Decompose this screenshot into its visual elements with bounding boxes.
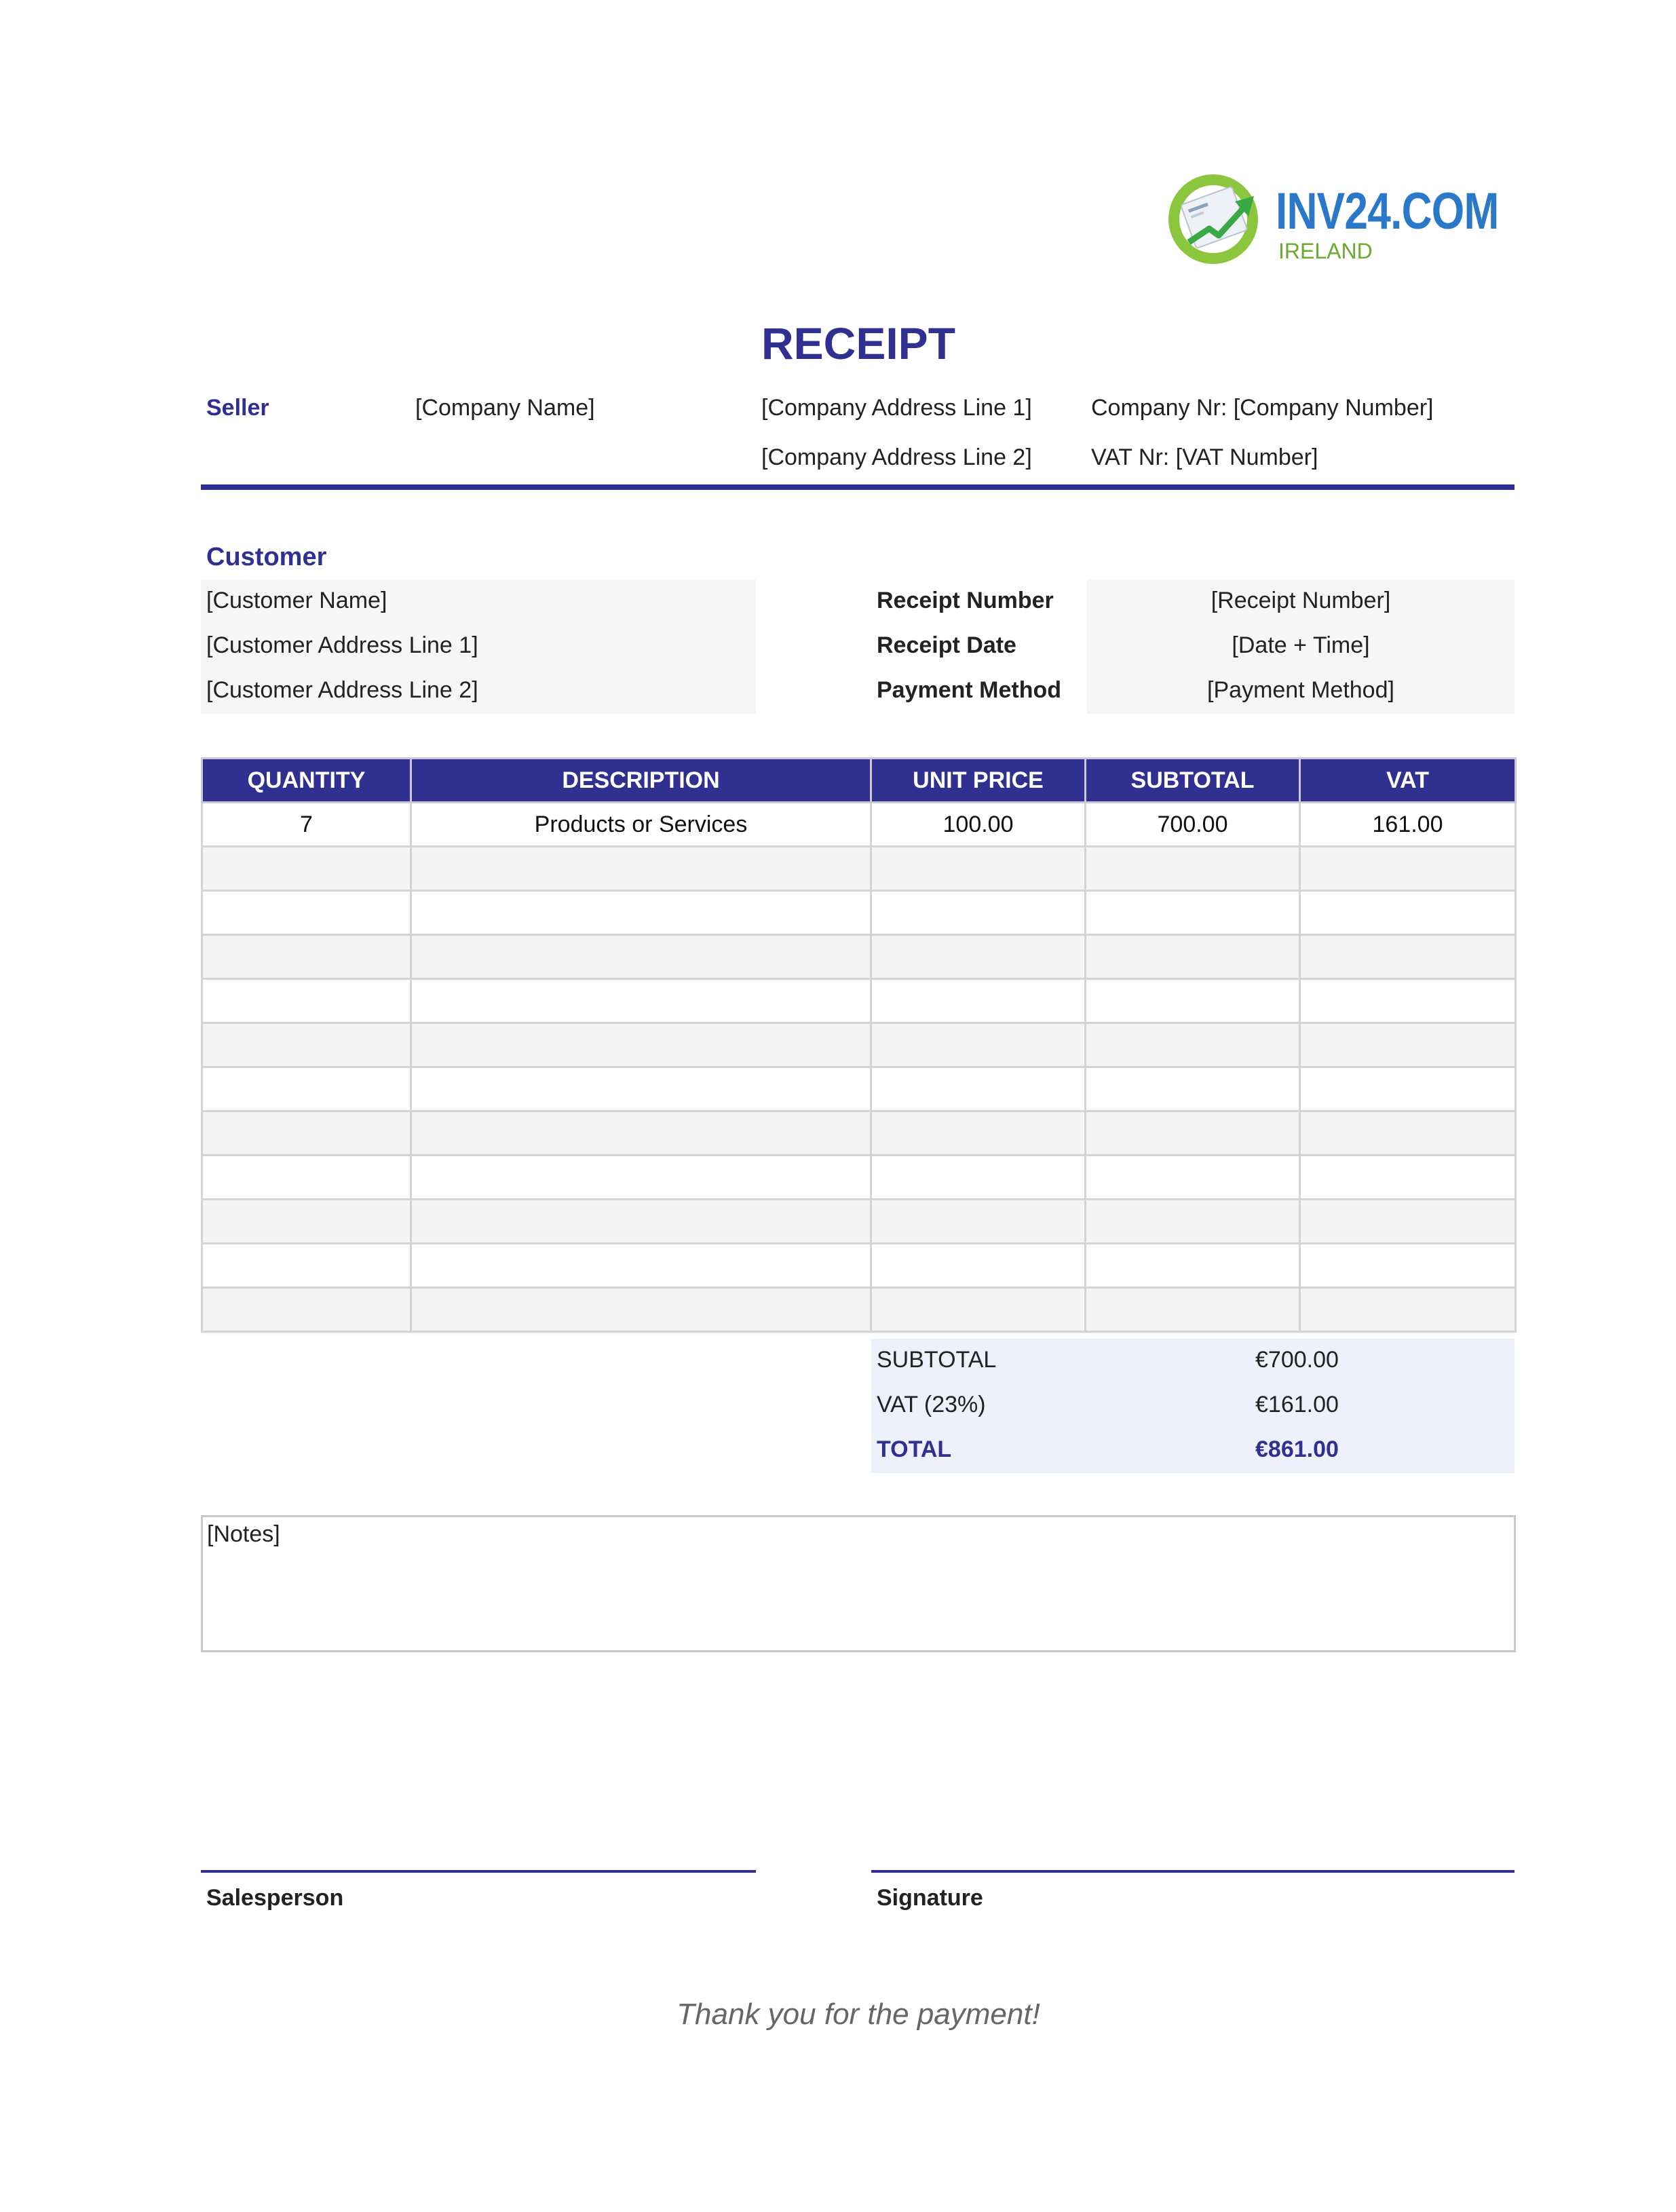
table-cell — [871, 1067, 1086, 1111]
table-cell — [871, 1288, 1086, 1332]
col-description-header: DESCRIPTION — [411, 759, 871, 803]
customer-address-line1: [Customer Address Line 1] — [206, 632, 478, 658]
totals-box — [871, 1339, 1515, 1473]
table-cell — [1086, 1156, 1300, 1200]
table-cell — [1300, 1288, 1516, 1332]
table-row — [202, 1288, 1516, 1332]
table-row — [202, 1244, 1516, 1288]
vat-label: VAT (23%) — [877, 1392, 986, 1417]
cell-description: Products or Services — [411, 803, 871, 847]
cell-quantity: 7 — [202, 803, 411, 847]
col-unit-price-header: UNIT PRICE — [871, 759, 1086, 803]
notes-text: [Notes] — [207, 1521, 280, 1547]
table-cell — [411, 1111, 871, 1156]
table-cell — [202, 1156, 411, 1200]
table-cell — [202, 1111, 411, 1156]
seller-company-number: Company Nr: [Company Number] — [1091, 395, 1434, 421]
header-divider — [201, 484, 1515, 490]
table-cell — [202, 1200, 411, 1244]
table-cell — [1300, 1067, 1516, 1111]
table-cell — [1300, 1111, 1516, 1156]
table-cell — [1300, 891, 1516, 935]
total-label: TOTAL — [877, 1436, 952, 1462]
table-row — [202, 1023, 1516, 1067]
customer-label: Customer — [206, 543, 327, 571]
page-title: RECEIPT — [761, 318, 956, 368]
customer-address-line2: [Customer Address Line 2] — [206, 677, 478, 703]
payment-method-label: Payment Method — [877, 677, 1062, 703]
table-cell — [1086, 1023, 1300, 1067]
table-cell — [871, 847, 1086, 891]
customer-name: [Customer Name] — [206, 588, 387, 613]
table-cell — [411, 935, 871, 979]
table-row — [202, 1200, 1516, 1244]
table-cell — [411, 1200, 871, 1244]
table-cell — [1300, 847, 1516, 891]
table-cell — [871, 1244, 1086, 1288]
table-cell — [1300, 935, 1516, 979]
cell-unit-price: 100.00 — [871, 803, 1086, 847]
table-cell — [411, 1067, 871, 1111]
table-cell — [1086, 891, 1300, 935]
subtotal-value: €700.00 — [1255, 1347, 1339, 1373]
table-cell — [411, 891, 871, 935]
table-cell — [1300, 1156, 1516, 1200]
table-cell — [202, 1067, 411, 1111]
logo-text: INV24.COM — [1276, 183, 1499, 240]
items-table — [201, 757, 1517, 1333]
col-quantity-header: QUANTITY — [202, 759, 411, 803]
table-cell — [871, 1111, 1086, 1156]
table-cell — [1086, 935, 1300, 979]
table-row — [202, 1111, 1516, 1156]
cell-vat: 161.00 — [1300, 803, 1516, 847]
table-cell — [411, 1288, 871, 1332]
vat-value: €161.00 — [1255, 1392, 1339, 1417]
table-cell — [411, 847, 871, 891]
seller-address-line1: [Company Address Line 1] — [761, 395, 1032, 421]
table-row — [202, 1067, 1516, 1111]
table-row — [202, 847, 1516, 891]
cell-subtotal: 700.00 — [1086, 803, 1300, 847]
col-subtotal-header: SUBTOTAL — [1086, 759, 1300, 803]
seller-label: Seller — [206, 395, 269, 421]
signature-line — [871, 1870, 1515, 1873]
table-cell — [871, 1200, 1086, 1244]
table-cell — [411, 1023, 871, 1067]
table-cell — [871, 935, 1086, 979]
total-value: €861.00 — [1255, 1436, 1339, 1462]
payment-method-value: [Payment Method] — [1207, 677, 1394, 703]
receipt-number-label: Receipt Number — [877, 588, 1054, 613]
table-cell — [411, 1244, 871, 1288]
seller-address-line2: [Company Address Line 2] — [761, 444, 1032, 470]
table-cell — [1300, 1200, 1516, 1244]
table-row — [202, 979, 1516, 1023]
table-cell — [871, 1023, 1086, 1067]
table-cell — [871, 979, 1086, 1023]
table-cell — [202, 891, 411, 935]
thank-you-message: Thank you for the payment! — [677, 1998, 1040, 2031]
table-row — [202, 935, 1516, 979]
table-cell — [1300, 1023, 1516, 1067]
customer-box — [201, 579, 756, 714]
table-cell — [1300, 979, 1516, 1023]
table-cell — [1086, 1244, 1300, 1288]
table-cell — [202, 1023, 411, 1067]
table-row — [202, 1156, 1516, 1200]
table-cell — [202, 1288, 411, 1332]
seller-company-name: [Company Name] — [415, 395, 595, 421]
table-cell — [871, 1156, 1086, 1200]
table-cell — [202, 1244, 411, 1288]
salesperson-label: Salesperson — [206, 1885, 344, 1911]
table-cell — [202, 935, 411, 979]
table-cell — [871, 891, 1086, 935]
notes-field[interactable] — [201, 1515, 1516, 1652]
table-cell — [202, 847, 411, 891]
table-cell — [1086, 1288, 1300, 1332]
receipt-number-value: [Receipt Number] — [1211, 588, 1391, 613]
salesperson-signature-line — [201, 1870, 756, 1873]
table-cell — [1086, 1111, 1300, 1156]
table-cell — [1086, 847, 1300, 891]
signature-label: Signature — [877, 1885, 983, 1911]
table-cell — [202, 979, 411, 1023]
logo-subtext: IRELAND — [1278, 239, 1373, 263]
table-row — [202, 891, 1516, 935]
table-cell — [1086, 979, 1300, 1023]
table-row — [202, 803, 1516, 847]
receipt-date-label: Receipt Date — [877, 632, 1016, 658]
table-cell — [1300, 1244, 1516, 1288]
table-cell — [1086, 1067, 1300, 1111]
seller-vat-number: VAT Nr: [VAT Number] — [1091, 444, 1318, 470]
table-cell — [411, 979, 871, 1023]
table-cell — [411, 1156, 871, 1200]
receipt-info-box — [1087, 579, 1515, 714]
table-header-row — [202, 759, 1516, 803]
logo-emblem-icon — [1162, 166, 1277, 275]
col-vat-header: VAT — [1300, 759, 1516, 803]
receipt-date-value: [Date + Time] — [1232, 632, 1370, 658]
subtotal-label: SUBTOTAL — [877, 1347, 997, 1373]
table-cell — [1086, 1200, 1300, 1244]
